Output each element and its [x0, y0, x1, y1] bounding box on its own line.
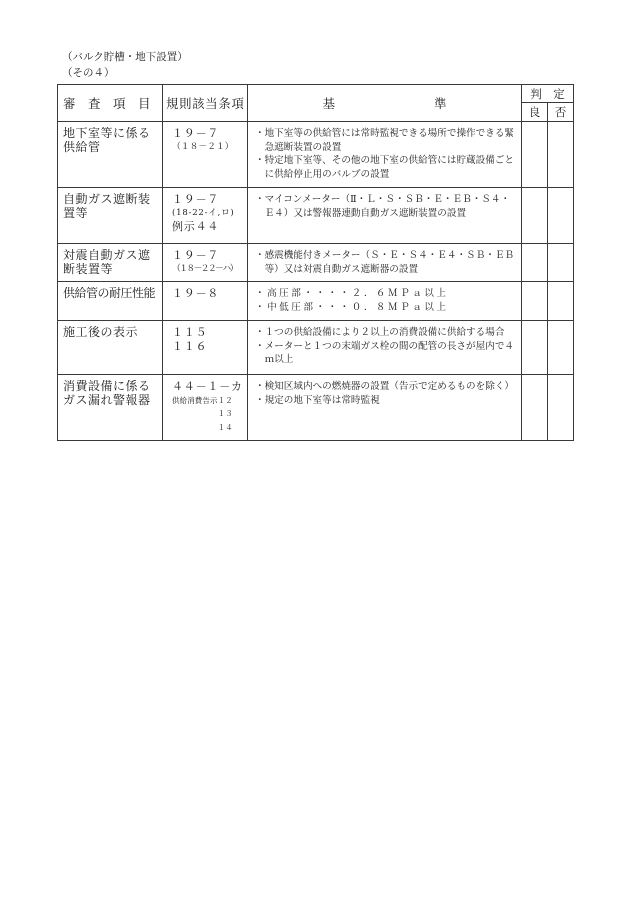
criteria-bullet [255, 326, 521, 340]
clause-line: （１８－２２－ハ） [172, 263, 237, 274]
judgment-good-cell [522, 122, 548, 188]
header-review-item: 審 査 項 目 [58, 85, 163, 122]
criteria-cell [248, 375, 522, 441]
clause-line: １９－７ [172, 249, 220, 262]
clause-cell [163, 244, 248, 282]
table-row [58, 122, 574, 188]
criteria-cell [248, 188, 522, 244]
clause-line: １４ [217, 422, 233, 432]
clause-cell [163, 122, 248, 188]
criteria-line: ・高圧部・・・・２．６ＭＰａ以上 [255, 288, 449, 299]
review-table [57, 84, 574, 441]
clause-line: 供給消費告示１２ [172, 395, 233, 405]
criteria-cell [248, 282, 522, 321]
clause-line: １１６ [172, 339, 208, 353]
clause-line: １１５ [172, 326, 208, 339]
criteria-cell [248, 122, 522, 188]
criteria-line: ・地下室等の供給管には常時監視できる場所で操作できる緊 [255, 128, 515, 139]
review-item-line: 対震自動ガス遮 [63, 249, 151, 262]
clause-cell [163, 282, 248, 321]
criteria-line: ・特定地下室等、その他の地下室の供給管には貯蔵設備ごと [255, 155, 515, 167]
criteria-bullet [255, 340, 521, 367]
criteria-line: 等）又は対震自動ガス遮断器の設置 [264, 263, 419, 275]
table-row [58, 188, 574, 244]
criteria-line: Ｅ４）又は警報器連動自動ガス遮断装置の設置 [264, 207, 467, 219]
clause-line: (18-22-イ,ロ) [172, 207, 235, 218]
judgment-good-cell [522, 244, 548, 282]
review-item-line: 施工後の表示 [63, 326, 139, 339]
clause-cell [163, 321, 248, 375]
criteria-bullet [255, 127, 521, 154]
clause-line: ４４－１－カ [172, 380, 243, 393]
criteria-cell [248, 244, 522, 282]
criteria-line: ・メーターと１つの末端ガス栓の間の配管の長さが屋内で４ [255, 340, 515, 352]
criteria-line: ・１つの供給設備により２以上の消費設備に供給する場合 [255, 327, 505, 338]
header-row [58, 85, 574, 103]
criteria-line: ・規定の地下室等は常時監視 [255, 394, 380, 406]
header-clause: 規則該当条項 [163, 85, 248, 122]
table-body [58, 122, 574, 441]
criteria-line: に供給停止用のバルブの設置 [264, 168, 390, 180]
criteria-line: ・検知区域内への燃焼器の設置（告示で定めるものを除く） [255, 381, 515, 392]
judgment-bad-cell [548, 244, 574, 282]
review-item-cell [58, 244, 163, 282]
header-criteria-label [323, 94, 447, 112]
review-item-cell [58, 282, 163, 321]
clause-line: １９－７ [172, 193, 220, 206]
review-item-line: ガス漏れ警報器 [63, 393, 151, 407]
clause-line: 例示４４ [172, 220, 220, 234]
criteria-line: ｍ以上 [264, 354, 294, 366]
header-judgment: 判 定 [522, 85, 574, 103]
criteria-cell [248, 321, 522, 375]
review-item-line: 供給管の耐圧性能 [63, 287, 156, 300]
review-item-line: 供給管 [63, 140, 101, 154]
table-row [58, 244, 574, 282]
review-item-cell [58, 375, 163, 441]
judgment-bad-cell [548, 321, 574, 375]
criteria-bullet [255, 287, 521, 301]
table-row [58, 282, 574, 321]
judgment-good-cell [522, 375, 548, 441]
notice-reference-group [172, 394, 233, 435]
header-criteria-char: 基 [322, 96, 336, 111]
review-item-cell [58, 122, 163, 188]
criteria-line: ・マイコンメーター（Ⅱ・Ｌ・Ｓ・ＳＢ・Ｅ・ＥＢ・Ｓ４・ [255, 194, 511, 205]
review-item-line: 断装置等 [63, 262, 114, 276]
document-part-label: （その４） [62, 67, 115, 79]
criteria-line: ・中低圧部・・・０．８ＭＰａ以上 [255, 301, 449, 313]
header-judgment-bad: 否 [548, 103, 574, 122]
review-item-cell [58, 188, 163, 244]
clause-cell [163, 375, 248, 441]
review-item-line: 地下室等に係る [63, 127, 151, 140]
judgment-bad-cell [548, 122, 574, 188]
header-judgment-good: 良 [522, 103, 548, 122]
header-criteria-char: 準 [433, 96, 447, 111]
criteria-bullet [255, 301, 521, 315]
judgment-good-cell [522, 188, 548, 244]
judgment-bad-cell [548, 282, 574, 321]
criteria-bullet [255, 380, 521, 394]
criteria-bullet [255, 394, 521, 408]
criteria-line: ・感震機能付きメーター（Ｓ・Ｅ・Ｓ４・Ｅ４・ＳＢ・ＥＢ [255, 250, 515, 261]
criteria-bullet [255, 193, 521, 220]
judgment-good-cell [522, 282, 548, 321]
clause-cell [163, 188, 248, 244]
judgment-bad-cell [548, 375, 574, 441]
review-item-line: 消費設備に係る [63, 380, 151, 393]
criteria-line: 急遮断装置の設置 [264, 141, 342, 153]
review-item-line: 置等 [63, 206, 89, 220]
criteria-bullet [255, 249, 521, 276]
header-criteria [248, 85, 522, 122]
review-item-cell [58, 321, 163, 375]
review-item-line: 自動ガス遮断装 [63, 193, 151, 206]
document-heading: （バルク貯槽・地下設置） [62, 51, 188, 63]
judgment-good-cell [522, 321, 548, 375]
clause-line: １９－８ [172, 287, 220, 300]
table-row [58, 321, 574, 375]
criteria-bullet [255, 154, 521, 181]
clause-line: １３ [217, 409, 233, 419]
table-header [58, 85, 574, 122]
clause-line: （１８－２１） [172, 141, 234, 152]
judgment-bad-cell [548, 188, 574, 244]
table-row [58, 375, 574, 441]
clause-line: １９－７ [172, 127, 220, 140]
